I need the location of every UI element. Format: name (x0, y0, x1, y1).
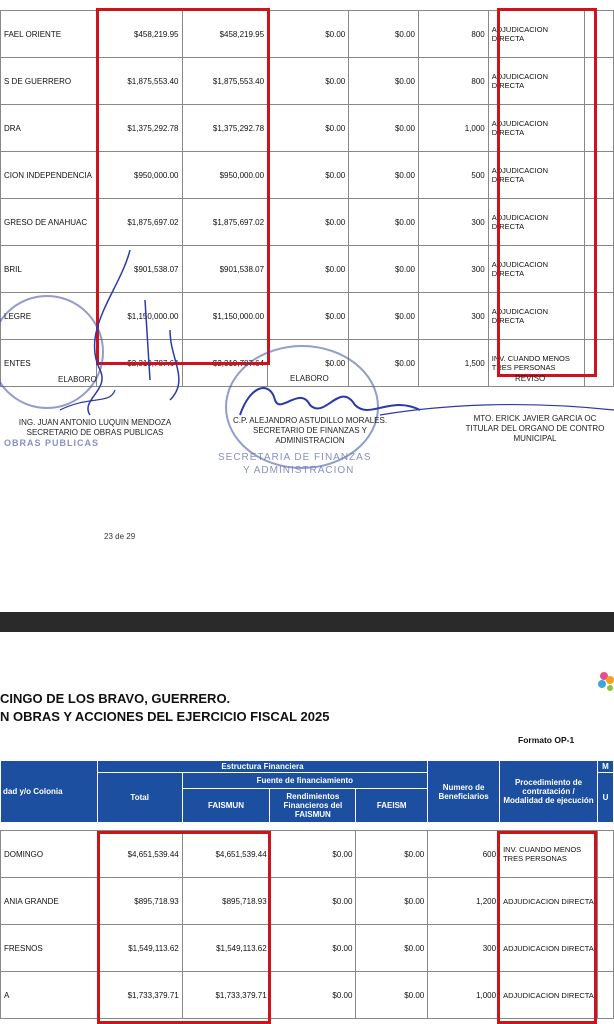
cell-faeism: $0.00 (349, 340, 419, 387)
header-faeism: FAEISM (356, 789, 428, 823)
cell-beneficiarios: 500 (419, 152, 489, 199)
cell-faeism: $0.00 (349, 152, 419, 199)
cell-faeism: $0.00 (356, 831, 428, 878)
cell-total: $2,319,787.64 (96, 340, 182, 387)
cell-procedimiento: INV. CUANDO MENOS TRES PERSONAS (500, 831, 598, 878)
cell-rendimientos: $0.00 (268, 11, 349, 58)
table-header-page2 (0, 760, 614, 823)
cell-rendimientos: $0.00 (268, 105, 349, 152)
cell-faismun: $4,651,539.44 (182, 831, 270, 878)
cell-total: $1,875,697.02 (96, 199, 182, 246)
cell-beneficiarios: 1,500 (419, 340, 489, 387)
cell-total: $1,375,292.78 (96, 105, 182, 152)
cell-procedimiento: ADJUDICACION DIRECTA (500, 878, 598, 925)
cell-rendimientos: $0.00 (268, 246, 349, 293)
cell-beneficiarios: 300 (419, 293, 489, 340)
sig-right-label: REVISO (515, 374, 546, 383)
cell-total: $4,651,539.44 (97, 831, 182, 878)
sig-left-stamp-text: OBRAS PUBLICAS (4, 438, 100, 448)
cell-procedimiento: ADJUDICACION DIRECTA (500, 972, 598, 1019)
cell-blank (597, 972, 613, 1019)
cell-rendimientos: $0.00 (270, 831, 356, 878)
municipal-logo-icon (596, 668, 614, 698)
cell-beneficiarios: 800 (419, 11, 489, 58)
cell-rendimientos: $0.00 (268, 340, 349, 387)
cell-total: $1,150,000.00 (96, 293, 182, 340)
cell-total: $1,875,553.40 (96, 58, 182, 105)
cell-locality: ANIA GRANDE (1, 878, 98, 925)
cell-locality: GRESO DE ANAHUAC (1, 199, 97, 246)
cell-total: $895,718.93 (97, 878, 182, 925)
document-title-line1: CINGO DE LOS BRAVO, GUERRERO. (0, 691, 231, 706)
cell-faismun: $895,718.93 (182, 878, 270, 925)
cell-locality: DRA (1, 105, 97, 152)
cell-faismun: $901,538.07 (182, 246, 268, 293)
cell-procedimiento: ADJUDICACION DIRECTA (488, 105, 584, 152)
cell-total: $1,549,113.62 (97, 925, 182, 972)
cell-total: $901,538.07 (96, 246, 182, 293)
cell-blank (585, 11, 614, 58)
cell-beneficiarios: 800 (419, 58, 489, 105)
cell-faeism: $0.00 (349, 199, 419, 246)
cell-beneficiarios: 1,000 (428, 972, 500, 1019)
cell-faismun: $1,733,379.71 (182, 972, 270, 1019)
cell-procedimiento: ADJUDICACION DIRECTA (488, 293, 584, 340)
sig-center-stamp-line1: SECRETARIA DE FINANZAS (218, 452, 372, 463)
cell-locality: S DE GUERRERO (1, 58, 97, 105)
cell-beneficiarios: 300 (419, 246, 489, 293)
cell-locality: FAEL ORIENTE (1, 11, 97, 58)
cell-blank (585, 293, 614, 340)
cell-total: $950,000.00 (96, 152, 182, 199)
sig-left-name: ING. JUAN ANTONIO LUQUIN MENDOZA SECRETARIO DE OBRAS PUBLICAS (18, 418, 172, 437)
cell-rendimientos: $0.00 (268, 293, 349, 340)
cell-faismun: $2,319,787.64 (182, 340, 268, 387)
header-estructura: Estructura Financiera (97, 761, 427, 773)
sig-center-name: C.P. ALEJANDRO ASTUDILLO MORALES. SECRETARIO DE FINANZAS Y ADMINISTRACION (232, 416, 388, 445)
table-row (1, 878, 614, 925)
document-page-bottom (0, 632, 614, 1024)
header-procedimiento: Procedimiento de contratación / Modalidad de ejecución (500, 761, 598, 823)
table-row (1, 831, 614, 878)
cell-procedimiento: ADJUDICACION DIRECTA (488, 11, 584, 58)
document-title-line2: N OBRAS Y ACCIONES DEL EJERCICIO FISCAL 2025 (0, 709, 330, 724)
cell-locality: ENTES (1, 340, 97, 387)
header-locality: dad y/o Colonia (1, 761, 98, 823)
cell-faismun: $1,150,000.00 (182, 293, 268, 340)
table-row (1, 925, 614, 972)
cell-faeism: $0.00 (356, 925, 428, 972)
cell-rendimientos: $0.00 (268, 199, 349, 246)
cell-procedimiento: ADJUDICACION DIRECTA (488, 152, 584, 199)
header-extra-top: M (597, 761, 613, 773)
page-number: 23 de 29 (104, 532, 136, 541)
cell-faeism: $0.00 (349, 246, 419, 293)
cell-locality: CION INDEPENDENCIA (1, 152, 97, 199)
cell-rendimientos: $0.00 (270, 925, 356, 972)
works-table-page2 (0, 830, 614, 1019)
cell-beneficiarios: 1,200 (428, 878, 500, 925)
cell-blank (585, 58, 614, 105)
cell-faeism: $0.00 (349, 293, 419, 340)
cell-rendimientos: $0.00 (268, 58, 349, 105)
cell-faeism: $0.00 (356, 878, 428, 925)
formato-label: Formato OP-1 (518, 735, 575, 745)
header-total: Total (97, 773, 182, 823)
cell-faismun: $458,219.95 (182, 11, 268, 58)
cell-rendimientos: $0.00 (268, 152, 349, 199)
table-row (1, 11, 614, 58)
table-row (1, 972, 614, 1019)
page-divider (0, 612, 614, 632)
cell-locality: LEGRE (1, 293, 97, 340)
cell-procedimiento: INV. CUANDO MENOS TRES PERSONAS (488, 340, 584, 387)
cell-beneficiarios: 1,000 (419, 105, 489, 152)
cell-faeism: $0.00 (349, 105, 419, 152)
cell-blank (585, 105, 614, 152)
cell-blank (585, 152, 614, 199)
cell-locality: DOMINGO (1, 831, 98, 878)
cell-total: $458,219.95 (96, 11, 182, 58)
cell-locality: FRESNOS (1, 925, 98, 972)
cell-beneficiarios: 600 (428, 831, 500, 878)
cell-procedimiento: ADJUDICACION DIRECTA (500, 925, 598, 972)
signature-scribble-left (20, 230, 220, 430)
cell-faismun: $1,875,553.40 (182, 58, 268, 105)
cell-blank (585, 340, 614, 387)
header-beneficiarios: Numero de Beneficiarios (428, 761, 500, 823)
cell-faeism: $0.00 (349, 58, 419, 105)
cell-blank (585, 246, 614, 293)
sig-left-label: ELABORO (58, 375, 97, 384)
cell-procedimiento: ADJUDICACION DIRECTA (488, 58, 584, 105)
cell-rendimientos: $0.00 (270, 878, 356, 925)
cell-blank (597, 925, 613, 972)
sig-center-stamp-line2: Y ADMINISTRACION (243, 465, 355, 476)
cell-blank (585, 199, 614, 246)
table-row (1, 105, 614, 152)
sig-center-label: ELABORO (290, 374, 329, 383)
header-faismun: FAISMUN (182, 789, 270, 823)
cell-faeism: $0.00 (356, 972, 428, 1019)
cell-locality: A (1, 972, 98, 1019)
cell-faismun: $1,549,113.62 (182, 925, 270, 972)
cell-faismun: $1,375,292.78 (182, 105, 268, 152)
cell-faismun: $950,000.00 (182, 152, 268, 199)
header-fuente: Fuente de financiamiento (182, 773, 428, 789)
cell-faismun: $1,875,697.02 (182, 199, 268, 246)
sig-right-name: MTO. ERICK JAVIER GARCIA OC TITULAR DEL ORGANO DE CONTRO MUNICIPAL (465, 414, 605, 443)
cell-procedimiento: ADJUDICACION DIRECTA (488, 199, 584, 246)
cell-total: $1,733,379.71 (97, 972, 182, 1019)
cell-beneficiarios: 300 (419, 199, 489, 246)
header-rendimientos: Rendimientos Financieros del FAISMUN (270, 789, 356, 823)
table-row (1, 58, 614, 105)
cell-procedimiento: ADJUDICACION DIRECTA (488, 246, 584, 293)
cell-blank (597, 831, 613, 878)
cell-faeism: $0.00 (349, 11, 419, 58)
cell-locality: BRIL (1, 246, 97, 293)
table-row (1, 152, 614, 199)
cell-blank (597, 878, 613, 925)
cell-rendimientos: $0.00 (270, 972, 356, 1019)
cell-beneficiarios: 300 (428, 925, 500, 972)
header-extra-bottom: U (597, 773, 613, 823)
